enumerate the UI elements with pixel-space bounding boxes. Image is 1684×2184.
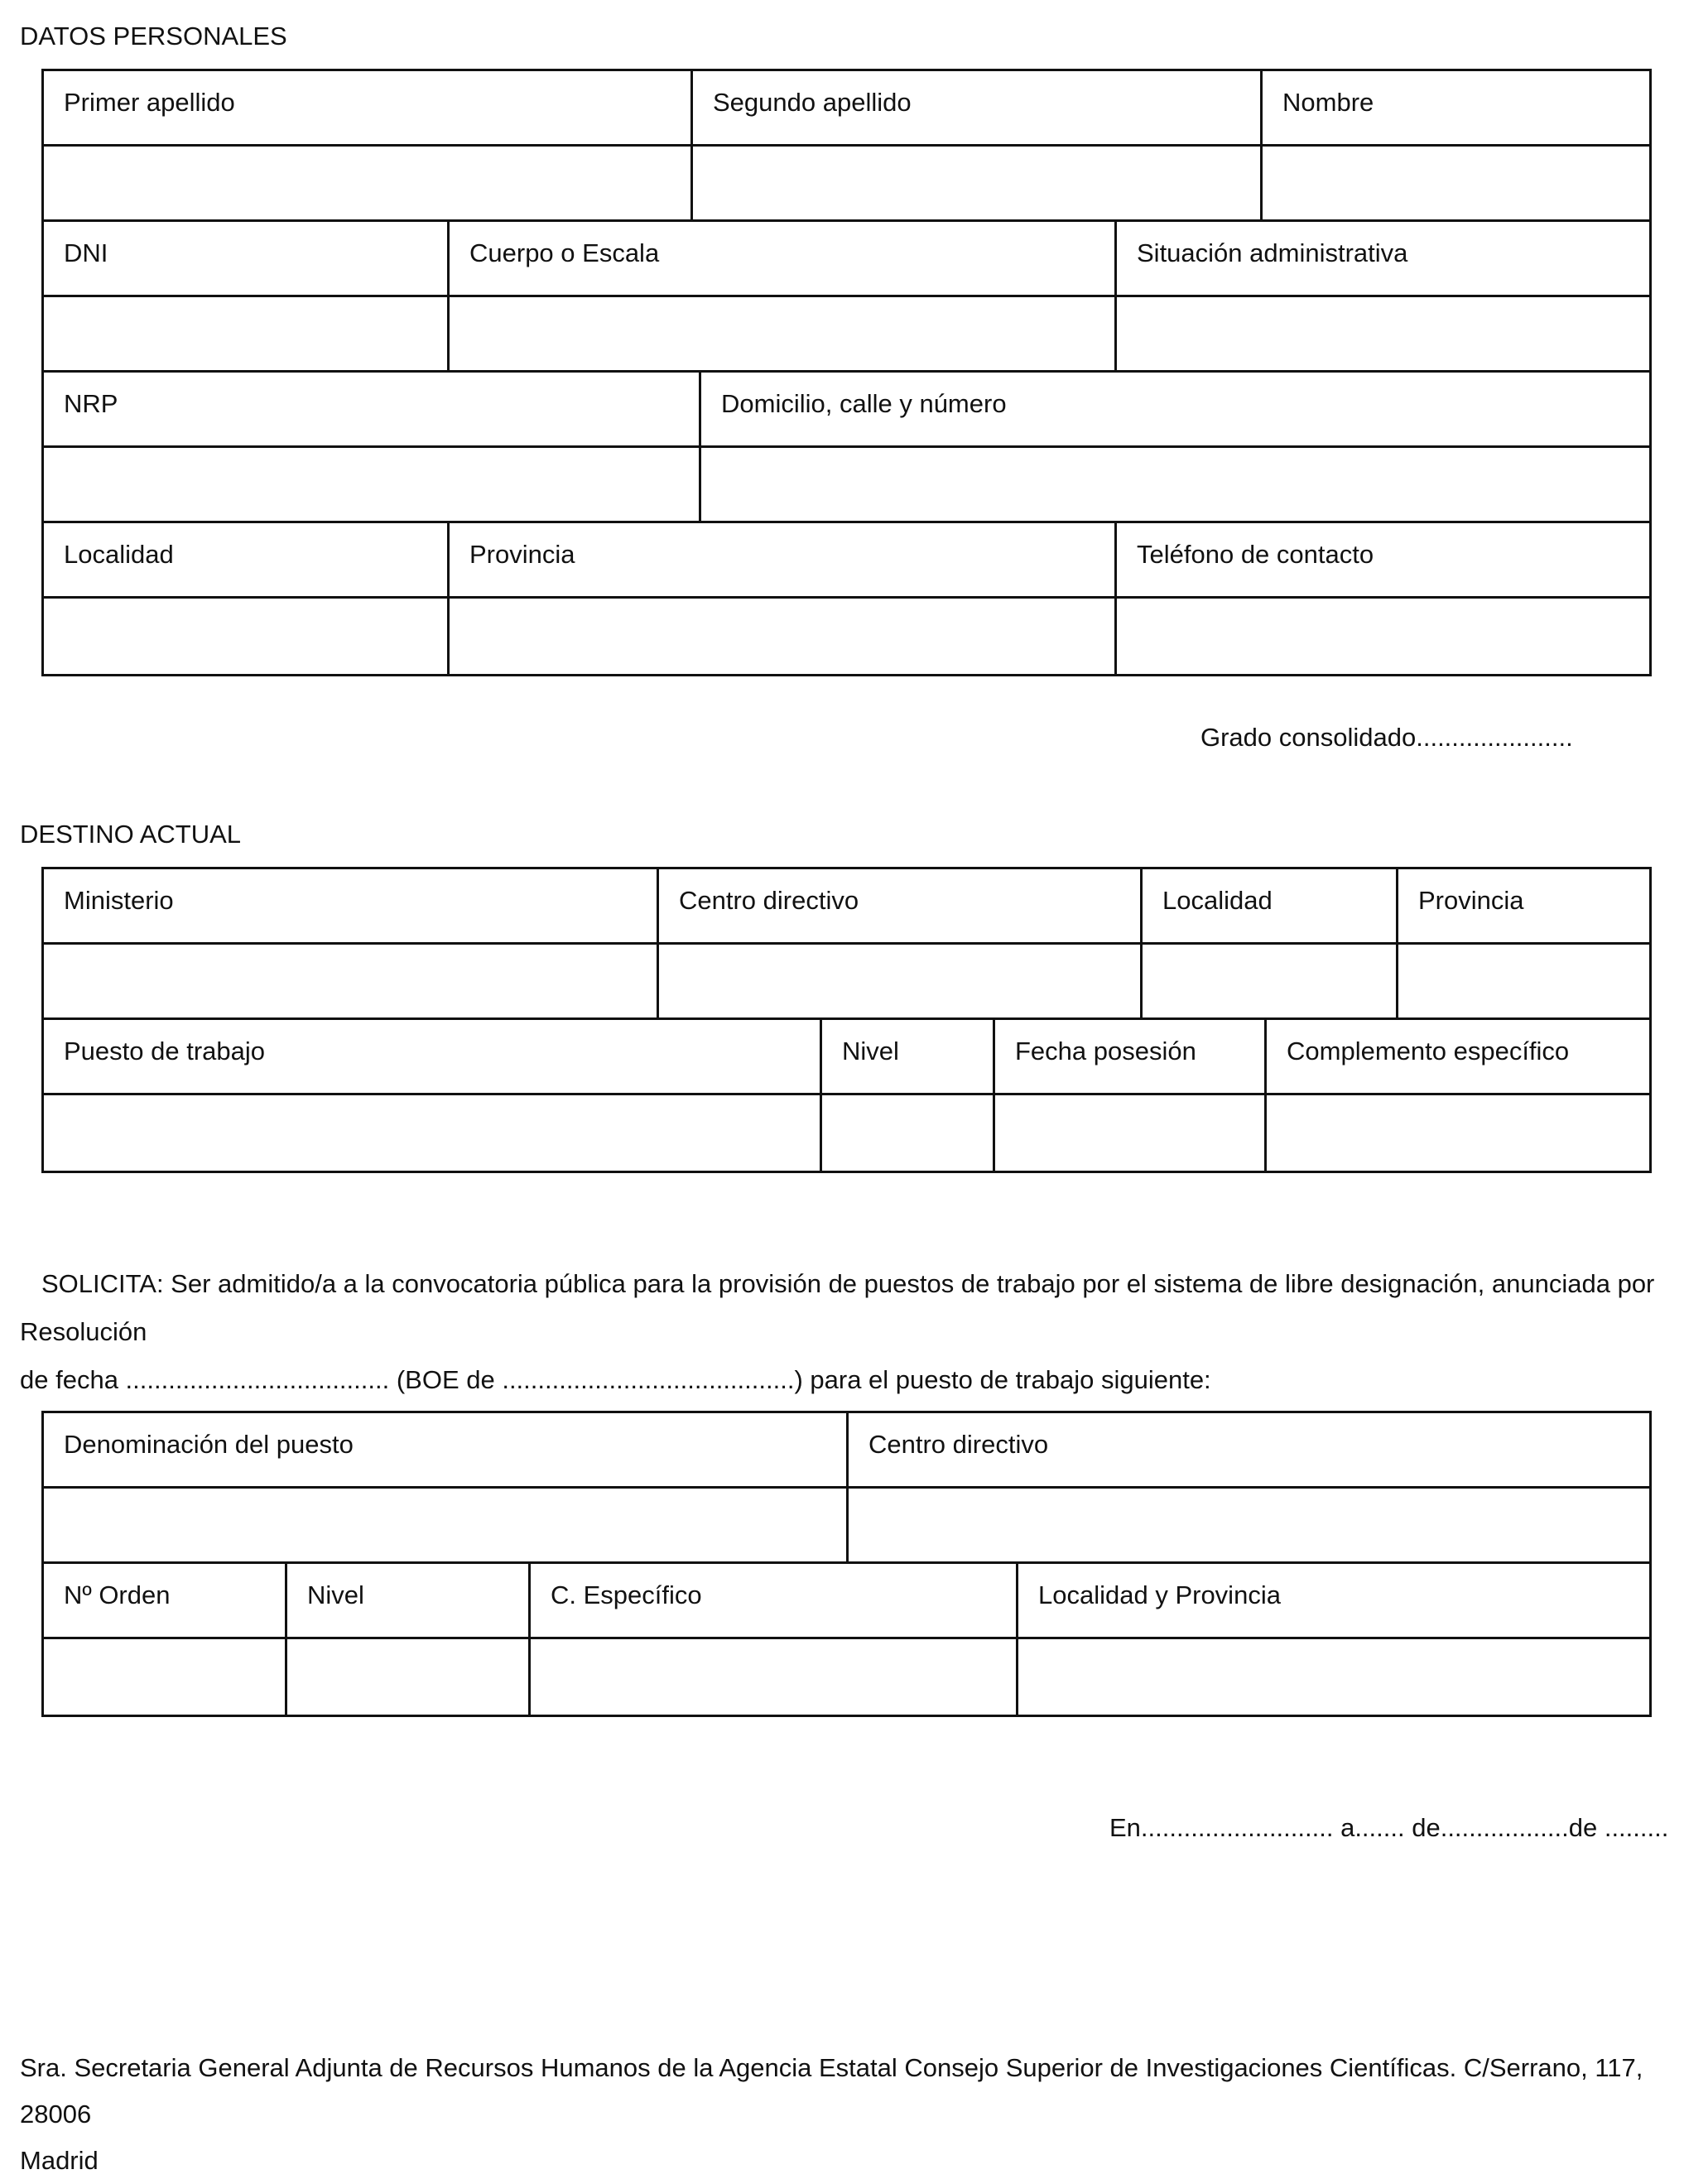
label-complemento-especifico: Complemento específico	[1287, 1037, 1570, 1066]
field-ministerio[interactable]	[44, 945, 659, 1017]
label-primer-apellido: Primer apellido	[44, 71, 693, 144]
section-title-datos-personales: DATOS PERSONALES	[20, 22, 287, 51]
label-centro-directivo: Centro directivo	[868, 1430, 1049, 1459]
table-header-row	[44, 222, 1649, 297]
field-situacion-administrativa[interactable]	[1117, 297, 1649, 370]
label-localidad: Localidad	[1143, 869, 1398, 942]
label-fecha-posesion: Fecha posesión	[995, 1020, 1267, 1093]
field-nivel[interactable]	[287, 1639, 531, 1715]
table-input-row	[44, 1489, 1649, 1564]
field-provincia[interactable]	[450, 599, 1117, 674]
field-nombre[interactable]	[1263, 147, 1649, 219]
puesto-solicitado-table	[41, 1411, 1652, 1717]
label-ministerio: Ministerio	[44, 869, 659, 942]
label-denominacion-puesto: Denominación del puesto	[44, 1413, 849, 1486]
table-header-row	[44, 373, 1649, 448]
label-dni: DNI	[44, 222, 450, 295]
field-complemento-especifico[interactable]	[1267, 1095, 1649, 1171]
solicita-paragraph	[20, 1260, 1667, 1404]
label-numero-orden: Nº Orden	[44, 1564, 287, 1637]
field-localidad-provincia[interactable]	[1018, 1639, 1649, 1715]
field-nrp[interactable]	[44, 448, 701, 521]
table-input-row	[44, 147, 1649, 222]
grado-consolidado-line: Grado consolidado......................	[1200, 723, 1573, 752]
field-denominacion-puesto[interactable]	[44, 1489, 849, 1561]
table-header-row	[44, 71, 1649, 147]
table-input-row	[44, 1095, 1649, 1171]
label-localidad-provincia: Localidad y Provincia	[1038, 1580, 1281, 1609]
label-segundo-apellido: Segundo apellido	[693, 71, 1263, 144]
field-cuerpo-escala[interactable]	[450, 297, 1117, 370]
label-situacion-administrativa: Situación administrativa	[1137, 238, 1408, 267]
field-centro-directivo[interactable]	[849, 1489, 1649, 1561]
destinatario-line-1: Sra. Secretaria General Adjunta de Recursos Humanos de la Agencia Estatal Consejo Superior de Investigaciones Científicas. C/Serrano, 117, 28006	[20, 2053, 1643, 2129]
label-nrp: NRP	[44, 373, 701, 445]
label-centro-directivo: Centro directivo	[659, 869, 1143, 942]
table-input-row	[44, 448, 1649, 523]
table-header-row	[44, 869, 1649, 945]
destinatario-line-2: Madrid	[20, 2146, 99, 2175]
label-cuerpo-escala: Cuerpo o Escala	[450, 222, 1117, 295]
label-localidad: Localidad	[44, 523, 450, 596]
solicita-line-2: de fecha ..................................... (BOE de .........................................) para el puesto de trabajo siguiente:	[20, 1365, 1211, 1394]
label-nivel: Nivel	[822, 1020, 995, 1093]
field-puesto-trabajo[interactable]	[44, 1095, 822, 1171]
field-centro-directivo[interactable]	[659, 945, 1143, 1017]
solicita-line-1	[20, 1260, 1667, 1356]
personal-data-table	[41, 69, 1652, 676]
table-input-row	[44, 599, 1649, 674]
field-localidad[interactable]	[1143, 945, 1398, 1017]
label-telefono-contacto: Teléfono de contacto	[1137, 540, 1374, 569]
table-header-row	[44, 1564, 1649, 1639]
table-header-row	[44, 1413, 1649, 1489]
solicita-text-1: SOLICITA: Ser admitido/a a la convocatoria pública para la provisión de puestos de trabajo por el sistema de libre designación, anunciada por Resolución	[20, 1269, 1655, 1346]
field-segundo-apellido[interactable]	[693, 147, 1263, 219]
label-provincia: Provincia	[450, 523, 1117, 596]
field-localidad[interactable]	[44, 599, 450, 674]
table-input-row	[44, 1639, 1649, 1715]
label-domicilio: Domicilio, calle y número	[721, 389, 1007, 418]
field-nivel[interactable]	[822, 1095, 995, 1171]
label-nombre: Nombre	[1282, 88, 1374, 117]
destino-actual-table	[41, 867, 1652, 1173]
field-primer-apellido[interactable]	[44, 147, 693, 219]
field-telefono-contacto[interactable]	[1117, 599, 1649, 674]
field-dni[interactable]	[44, 297, 450, 370]
label-nivel: Nivel	[287, 1564, 531, 1637]
label-puesto-trabajo: Puesto de trabajo	[44, 1020, 822, 1093]
destinatario-paragraph	[20, 2045, 1667, 2184]
fecha-firma-line: En........................... a....... de..................de .........	[1109, 1813, 1669, 1842]
section-title-destino-actual: DESTINO ACTUAL	[20, 820, 241, 849]
label-provincia: Provincia	[1418, 886, 1524, 915]
label-c-especifico: C. Específico	[531, 1564, 1018, 1637]
field-provincia[interactable]	[1398, 945, 1649, 1017]
field-fecha-posesion[interactable]	[995, 1095, 1267, 1171]
table-header-row	[44, 1020, 1649, 1095]
field-c-especifico[interactable]	[531, 1639, 1018, 1715]
table-input-row	[44, 297, 1649, 373]
table-header-row	[44, 523, 1649, 599]
field-domicilio[interactable]	[701, 448, 1649, 521]
table-input-row	[44, 945, 1649, 1020]
field-numero-orden[interactable]	[44, 1639, 287, 1715]
